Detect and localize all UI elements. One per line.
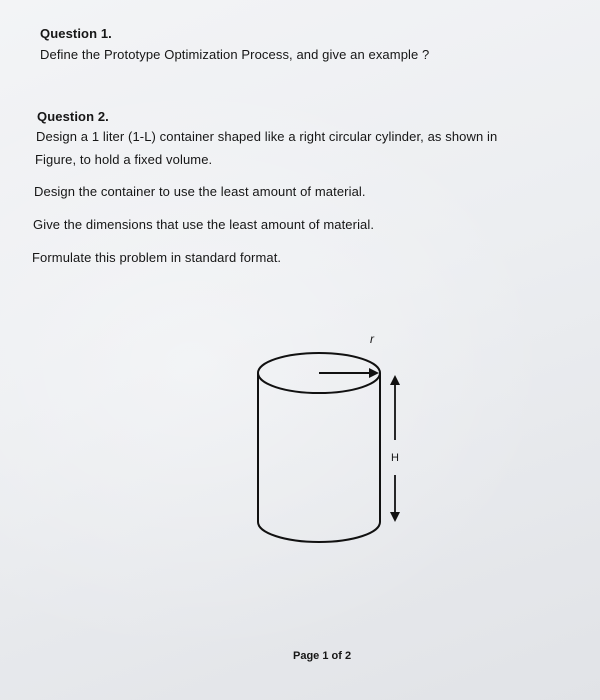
question-2-line-3: Design the container to use the least amount of material. <box>34 184 366 199</box>
question-2-title: Question 2. <box>37 109 109 124</box>
height-arrow-top <box>390 375 400 385</box>
question-1-title: Question 1. <box>40 26 112 41</box>
height-label: H <box>391 452 399 464</box>
question-2-line-1: Design a 1 liter (1-L) container shaped like a right circular cylinder, as shown in <box>36 129 498 144</box>
question-1-text: Define the Prototype Optimization Process, and give an example ? <box>40 47 430 62</box>
height-arrow-bottom <box>390 512 400 522</box>
question-2-line-4: Give the dimensions that use the least amount of material. <box>33 217 375 232</box>
radius-arrowhead <box>369 368 379 378</box>
cylinder-diagram <box>250 330 420 555</box>
question-2-line-2: Figure, to hold a fixed volume. <box>35 152 213 167</box>
cylinder-figure <box>250 330 420 555</box>
page-number: Page 1 of 2 <box>293 650 352 662</box>
radius-label: r <box>370 332 374 346</box>
cylinder-bottom-front <box>258 522 380 542</box>
question-2-line-5: Formulate this problem in standard format. <box>32 250 282 265</box>
